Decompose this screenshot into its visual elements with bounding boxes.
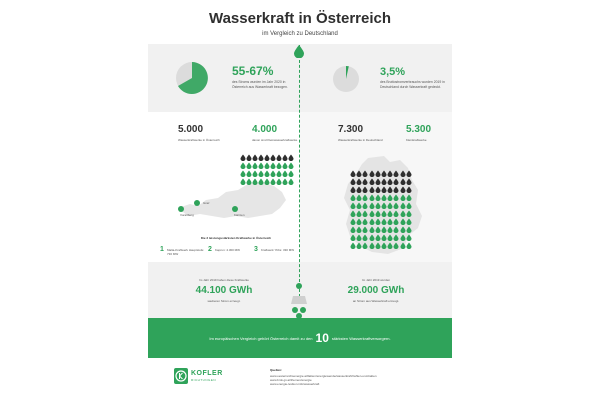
- water-drop-icon: [400, 218, 406, 225]
- water-drop-icon: [350, 202, 356, 209]
- water-drop-icon: [393, 178, 399, 185]
- page-subtitle: im Vergleich zu Deutschland: [262, 31, 338, 37]
- top3-text-3: Kraftwerk Ybbs: 330 MW: [261, 248, 295, 252]
- water-drop-icon: [375, 242, 381, 249]
- water-drop-icon: [369, 178, 375, 185]
- water-drop-icon: [400, 234, 406, 241]
- water-drop-icon: [393, 242, 399, 249]
- water-drop-icon: [356, 210, 362, 217]
- water-drop-icon: [350, 186, 356, 193]
- water-drop-icon: [406, 226, 412, 233]
- water-drop-icon: [369, 194, 375, 201]
- water-drop-icon: [406, 234, 412, 241]
- water-drop-icon: [375, 226, 381, 233]
- top3-num-1: 1: [160, 246, 164, 253]
- water-drop-icon: [406, 170, 412, 177]
- water-drop-icon: [393, 186, 399, 193]
- water-drop-icon: [375, 202, 381, 209]
- ranking-banner-content: [148, 318, 452, 358]
- water-drop-icon: [381, 170, 387, 177]
- water-drop-icon: [406, 186, 412, 193]
- infographic: [148, 0, 452, 400]
- map-marker-vorarlberg: [178, 206, 184, 212]
- water-drop-icon: [387, 194, 393, 201]
- water-drop-icon: [369, 218, 375, 225]
- water-drop-icon: [362, 186, 368, 193]
- water-drop-icon: [381, 186, 387, 193]
- page-title: Wasserkraft in Österreich: [208, 10, 392, 27]
- austria-gwh-sub: sauberen Strom erzeugt.: [207, 299, 241, 303]
- logo-tagline: RICHTUNGEN: [191, 378, 216, 382]
- water-drop-icon: [375, 194, 381, 201]
- austria-year-text: Im Jahr 2019 haben diese Kraftwerke: [199, 278, 249, 282]
- water-drop-icon: [406, 242, 412, 249]
- water-drop-icon: [400, 178, 406, 185]
- water-drop-icon: [288, 178, 294, 185]
- germany-plants-count: 7.300: [338, 124, 364, 135]
- germany-year-text: Im Jahr 2019 wurden: [361, 278, 391, 282]
- water-drop-icon: [400, 186, 406, 193]
- water-drop-icon: [362, 202, 368, 209]
- water-drop-icon: [350, 234, 356, 241]
- water-drop-icon: [387, 242, 393, 249]
- water-drop-icon: [362, 170, 368, 177]
- water-drop-icon: [393, 202, 399, 209]
- water-drop-icon: [375, 178, 381, 185]
- map-marker-kaernten: [232, 206, 238, 212]
- water-drop-icon: [393, 170, 399, 177]
- germany-small-count: 5.300: [406, 124, 432, 135]
- water-drop-icon: [387, 226, 393, 233]
- water-drop-icon: [362, 234, 368, 241]
- water-drop-icon: [369, 234, 375, 241]
- water-drop-icon: [350, 210, 356, 217]
- austria-small-label: davon sind Kleinwasserkraftwerke: [252, 138, 298, 142]
- water-drop-icon: [369, 226, 375, 233]
- water-drop-icon: [350, 218, 356, 225]
- austria-plants-count: 5.000: [178, 124, 204, 135]
- austria-share-text: des Stroms wurden im Jahr 2020 in Österreich aus Wasserkraft bezogen.: [232, 80, 288, 89]
- water-drop-icon: [293, 44, 305, 58]
- water-drop-icon: [350, 242, 356, 249]
- water-drop-icon: [387, 178, 393, 185]
- water-drop-icon: [369, 202, 375, 209]
- water-drop-icon: [350, 194, 356, 201]
- water-drop-icon: [400, 194, 406, 201]
- water-drop-icon: [350, 178, 356, 185]
- kofler-k-icon: [174, 368, 188, 384]
- water-drop-icon: [356, 186, 362, 193]
- water-drop-icon: [375, 186, 381, 193]
- water-drop-icon: [375, 210, 381, 217]
- water-drop-icon: [400, 226, 406, 233]
- water-drop-icon: [387, 210, 393, 217]
- germany-gwh-sub: an Strom aus Wasserkraft erzeugt.: [352, 299, 400, 303]
- austria-plants-label: Wasserkraftwerke in Österreich: [178, 138, 220, 142]
- water-drop-icon: [375, 218, 381, 225]
- water-drop-icon: [400, 202, 406, 209]
- water-drop-icon: [288, 170, 294, 177]
- water-drop-icon: [381, 194, 387, 201]
- ranking-banner: [148, 318, 452, 358]
- austria-small-count: 4.000: [252, 124, 278, 135]
- water-drop-icon: [356, 242, 362, 249]
- ranking-text-before: Im europäischen Vergleich gehört Österreich damit zu den: [209, 335, 313, 341]
- water-drop-icon: [356, 194, 362, 201]
- water-drop-icon: [406, 202, 412, 209]
- logo-name: KOFLER: [191, 370, 223, 377]
- source-line-2[interactable]: www.bmk.gv.at/themen/energie: [270, 378, 312, 382]
- water-drop-icon: [406, 210, 412, 217]
- top3-text-1: Malta-Kraftwerk Hauptstufe: 730 MW: [167, 248, 205, 256]
- water-drop-icon: [375, 234, 381, 241]
- water-drop-icon: [356, 202, 362, 209]
- water-drop-icon: [369, 242, 375, 249]
- water-drop-icon: [381, 210, 387, 217]
- water-drop-icon: [381, 202, 387, 209]
- source-line-1[interactable]: www.oesterreichsenergie.at/fakten/energiewende/wasserkraft/zahlen-und-fakten: [270, 374, 377, 378]
- water-drop-icon: [387, 234, 393, 241]
- water-drop-icon: [400, 242, 406, 249]
- water-drop-icon: [381, 218, 387, 225]
- water-drop-icon: [393, 194, 399, 201]
- germany-gwh: 29.000 GWh: [347, 285, 405, 296]
- germany-share-value: 3,5%: [380, 66, 406, 78]
- ranking-number: 10: [315, 331, 329, 345]
- water-drop-icon: [387, 218, 393, 225]
- water-drop-icon: [362, 178, 368, 185]
- water-drop-icon: [356, 178, 362, 185]
- top3-title: Die 3 leistungsstärksten Kraftwerke in Österreich: [200, 236, 272, 240]
- water-drop-icon: [288, 162, 294, 169]
- water-drop-icon: [393, 210, 399, 217]
- austria-share-pie: [174, 60, 210, 96]
- water-drop-icon: [369, 186, 375, 193]
- water-drop-icon: [400, 210, 406, 217]
- map-label-vorarlberg: Vorarlberg: [180, 213, 194, 217]
- water-drop-icon: [406, 218, 412, 225]
- center-divider: [299, 45, 300, 297]
- water-drop-icon: [362, 226, 368, 233]
- water-drop-icon: [387, 202, 393, 209]
- water-drop-icon: [381, 226, 387, 233]
- water-drop-icon: [350, 170, 356, 177]
- water-drop-icon: [406, 194, 412, 201]
- top3-num-3: 3: [254, 246, 258, 253]
- germany-share-text: des Bruttostromverbrauchs wurden 2019 in Deutschland durch Wasserkraft gedeckt.: [380, 80, 445, 89]
- water-drop-icon: [356, 170, 362, 177]
- map-marker-graz: [194, 200, 200, 206]
- ranking-text-after: stärksten Wasserkraftversorgern.: [331, 335, 391, 341]
- top3-num-2: 2: [208, 246, 212, 253]
- water-drop-icon: [288, 154, 294, 161]
- water-drop-icon: [362, 210, 368, 217]
- water-drop-icon: [381, 242, 387, 249]
- austria-share-value: 55-67%: [232, 64, 274, 78]
- top3-text-2: Kaprun: 4.300 MW: [215, 248, 241, 252]
- source-line-3[interactable]: www.energie-lexikon.info/wasserkraft: [270, 382, 320, 386]
- water-drop-icon: [381, 178, 387, 185]
- map-label-graz: Graz: [203, 201, 210, 205]
- water-drop-icon: [362, 194, 368, 201]
- sources-label: Quellen:: [270, 368, 283, 372]
- water-drop-icon: [393, 234, 399, 241]
- water-drop-icon: [356, 234, 362, 241]
- germany-share-pie: [331, 64, 361, 94]
- germany-small-label: Kleinkraftwerke: [406, 138, 427, 142]
- map-label-kaernten: Kärnten: [234, 213, 245, 217]
- water-drop-icon: [400, 170, 406, 177]
- water-drop-icon: [362, 242, 368, 249]
- water-drop-icon: [375, 170, 381, 177]
- water-drop-icon: [387, 170, 393, 177]
- kofler-logo-mark: [174, 368, 188, 384]
- water-drop-icon: [406, 178, 412, 185]
- water-drop-icon: [369, 170, 375, 177]
- water-drop-icon: [387, 186, 393, 193]
- water-drop-icon: [393, 226, 399, 233]
- austria-gwh: 44.100 GWh: [195, 285, 253, 296]
- water-drop-icon: [381, 234, 387, 241]
- water-drop-icon: [393, 218, 399, 225]
- water-drop-icon: [356, 226, 362, 233]
- water-drop-icon: [369, 210, 375, 217]
- water-drop-icon: [356, 218, 362, 225]
- water-drop-icon: [362, 218, 368, 225]
- water-drop-icon: [350, 226, 356, 233]
- germany-plants-label: Wasserkraftwerke in Deutschland: [338, 138, 383, 142]
